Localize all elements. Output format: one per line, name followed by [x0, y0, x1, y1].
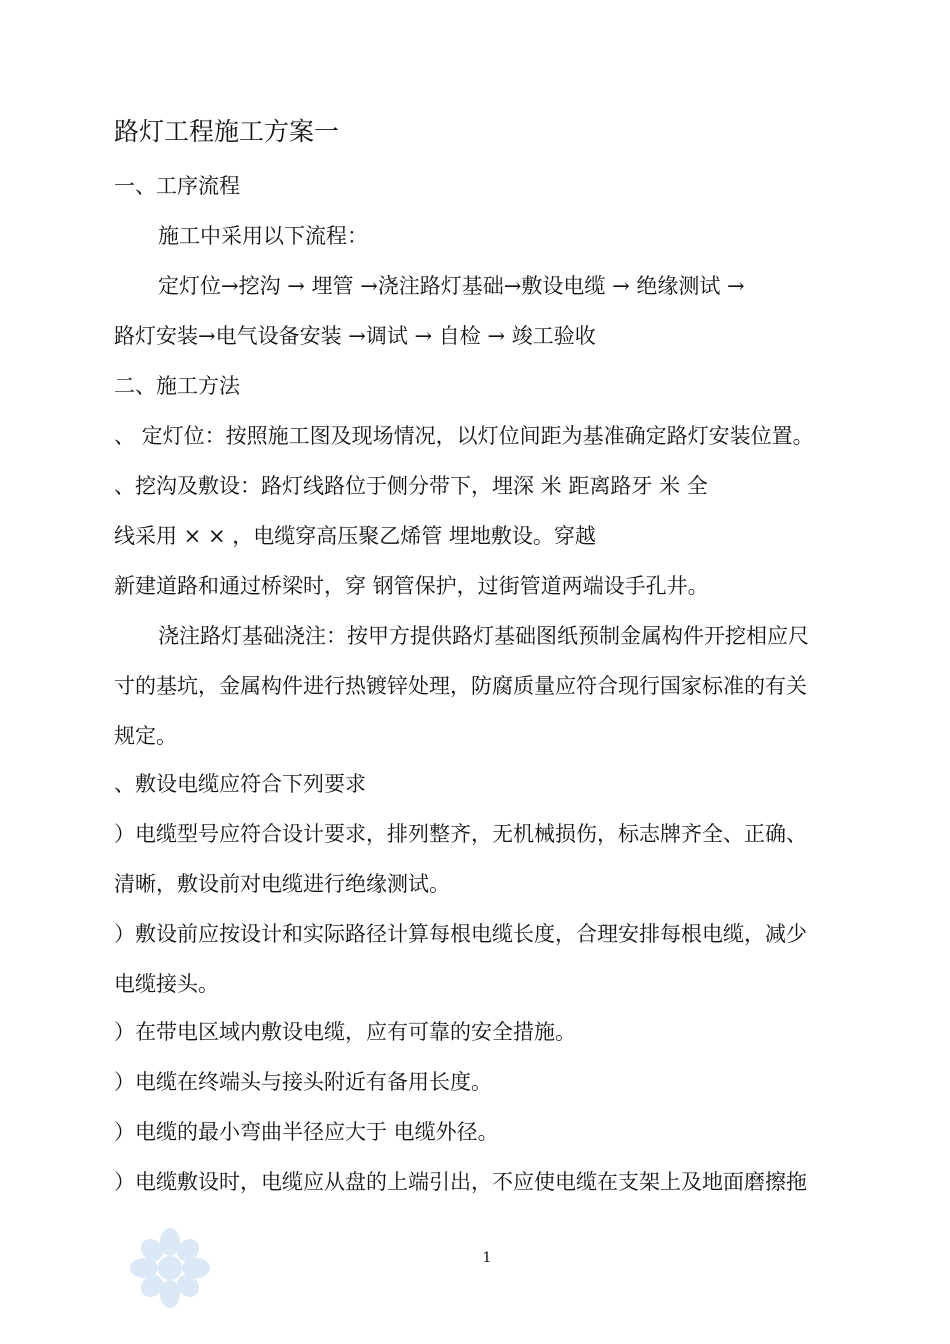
watermark-flower-icon: [130, 1228, 210, 1308]
method-item-3-line-2: 寸的基坑，金属构件进行热镀锌处理，防腐质量应符合现行国家标准的有关: [114, 674, 807, 698]
requirement-2-line-2: 电缆接头。: [114, 972, 219, 996]
method-item-3-line-3: 规定。: [114, 724, 177, 748]
requirement-1-line-2: 清晰，敷设前对电缆进行绝缘测试。: [114, 872, 450, 896]
requirement-5: ）电缆的最小弯曲半径应大于 电缆外径。: [114, 1120, 499, 1144]
method-item-2-line-2: 线采用 × × ，电缆穿高压聚乙烯管 埋地敷设。穿越: [114, 524, 596, 548]
requirement-4: ）电缆在终端头与接头附近有备用长度。: [114, 1070, 492, 1094]
section-heading-method: 二、施工方法: [114, 374, 240, 398]
document-title: 路灯工程施工方案一: [114, 118, 340, 146]
method-item-2-line-3: 新建道路和通过桥梁时，穿 钢管保护，过街管道两端设手孔井。: [114, 574, 709, 598]
section-heading-process: 一、工序流程: [114, 174, 240, 198]
requirement-2-line-1: ）敷设前应按设计和实际路径计算每根电缆长度，合理安排每根电缆，减少: [114, 922, 807, 946]
requirement-6-line-1: ）电缆敷设时，电缆应从盘的上端引出，不应使电缆在支架上及地面磨擦拖: [114, 1170, 807, 1194]
flow-line-1: 定灯位→挖沟 → 埋管 →浇注路灯基础→敷设电缆 → 绝缘测试 →: [158, 274, 745, 298]
flow-line-2: 路灯安装→电气设备安装 →调试 → 自检 → 竣工验收: [114, 324, 596, 348]
requirement-3: ）在带电区域内敷设电缆，应有可靠的安全措施。: [114, 1020, 576, 1044]
method-item-1: 、 定灯位：按照施工图及现场情况，以灯位间距为基准确定路灯安装位置。: [114, 424, 814, 448]
method-item-2-line-1: 、挖沟及敷设：路灯线路位于侧分带下，埋深 米 距离路牙 米 全: [114, 474, 708, 498]
method-item-3-line-1: 浇注路灯基础浇注：按甲方提供路灯基础图纸预制金属构件开挖相应尺: [158, 624, 809, 648]
page-number: 1: [482, 1250, 492, 1266]
flow-intro: 施工中采用以下流程：: [158, 224, 368, 248]
requirement-1-line-1: ）电缆型号应符合设计要求，排列整齐，无机械损伤，标志牌齐全、正确、: [114, 822, 807, 846]
method-item-4-heading: 、敷设电缆应符合下列要求: [114, 772, 366, 796]
